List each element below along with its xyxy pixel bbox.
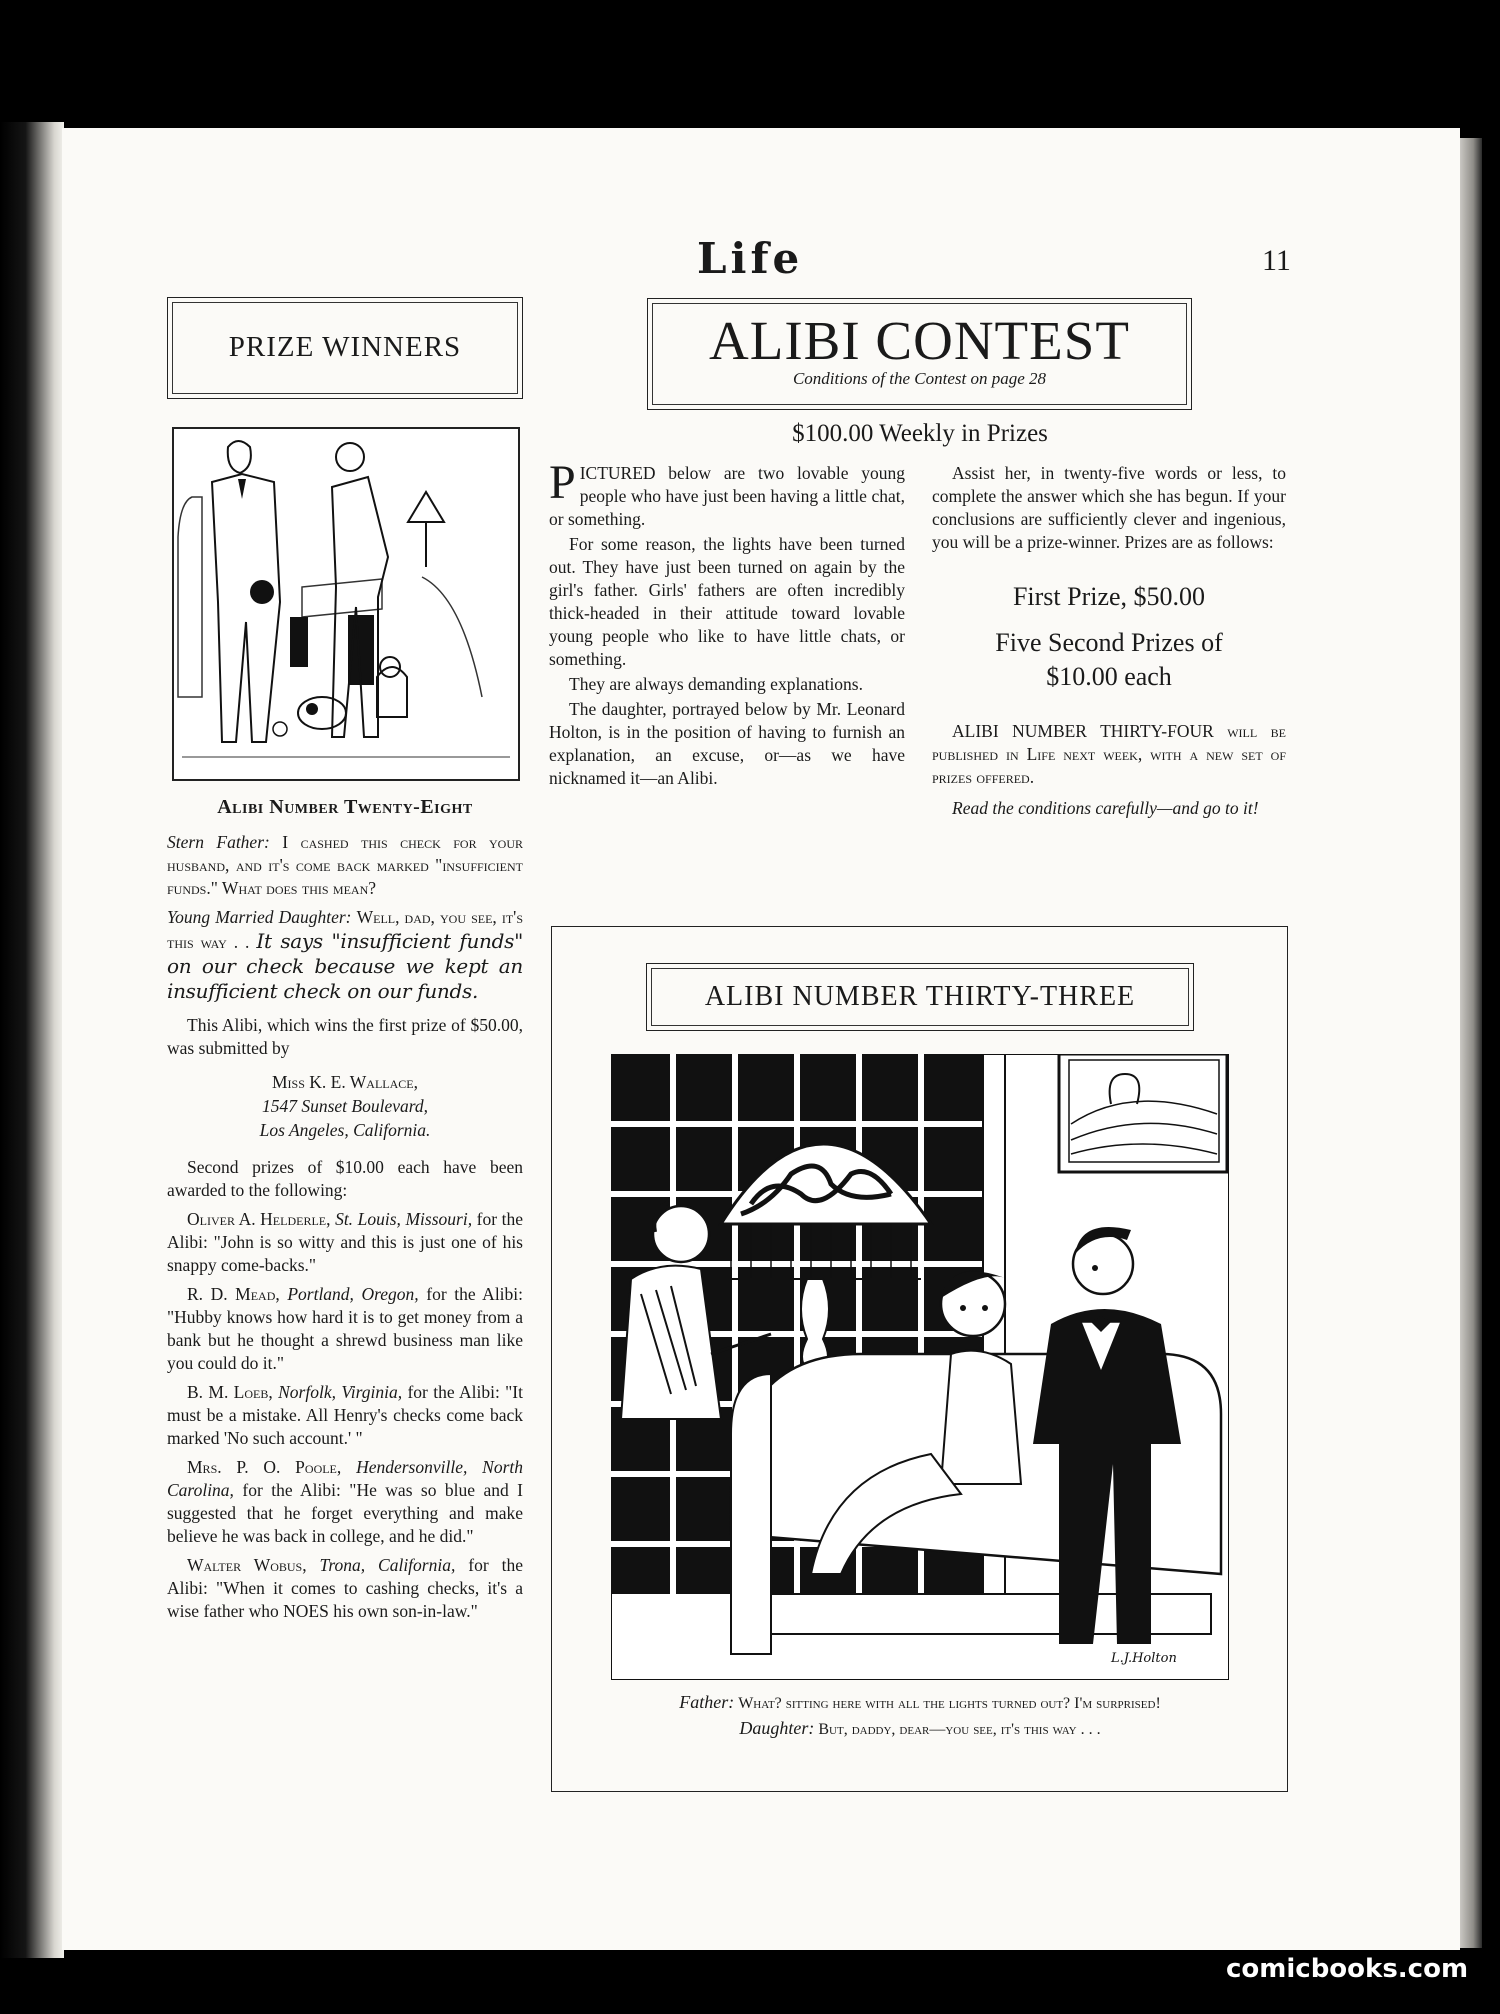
- page-edge: [1460, 138, 1482, 1948]
- page-number: 11: [1262, 244, 1291, 277]
- alibi-28-cartoon: [172, 427, 520, 781]
- second-prize-entry: [167, 1554, 523, 1623]
- daughter-line: [167, 906, 523, 1004]
- assist-paragraph: Assist her, in twenty-five words or less, to complete the answer which she has begun. If your conclusions are sufficiently clever and ingenious, you will be a prize-winner. Prizes are as follows:: [932, 463, 1286, 552]
- alibi-33-heading-box: [646, 963, 1194, 1031]
- entrant-name: Mrs. P. O. Poole,: [187, 1457, 342, 1477]
- alibi-contest-heading-box: [647, 298, 1192, 410]
- second-prizes-line-2: $10.00 each: [1046, 662, 1172, 691]
- daughter-handwritten-answer: It says "insufficient funds" on our check because we kept an insufficient check on our funds.: [167, 929, 523, 1003]
- contest-intro-column: [549, 456, 905, 792]
- alibi-contest-title: ALIBI CONTEST: [709, 310, 1130, 371]
- second-prize-entry: [167, 1283, 523, 1375]
- winner-name: Miss K. E. Wallace,: [271, 1072, 418, 1092]
- entrant-place: Portland, Oregon,: [287, 1284, 419, 1304]
- artist-signature: L.J.Holton: [1111, 1651, 1177, 1666]
- book-binding: [0, 122, 64, 1958]
- stern-father-text: I cashed this check for your husband, and it's come back marked "insufficient funds." What does this mean?: [167, 832, 524, 898]
- daughter-label: Young Married Daughter:: [167, 907, 352, 927]
- read-conditions-line: Read the conditions carefully—and go to it!: [952, 798, 1259, 818]
- prize-winners-column: [167, 796, 523, 1625]
- prize-winners-heading-box: [167, 297, 523, 399]
- stern-father-line: [167, 831, 523, 900]
- intro-paragraph: [549, 456, 905, 531]
- alibi-33-cartoon: [611, 1054, 1229, 1680]
- entrant-alibi: for the Alibi: "When it comes to cashing checks, it's a wise father who NOES his own son-in-law.": [167, 1555, 524, 1621]
- first-prize-heading: First Prize, $50.00: [1012, 582, 1206, 611]
- alibi-28-title: Alibi Number Twenty-Eight: [217, 796, 473, 818]
- daughter-text: Well, dad, you see, it's this way . .: [167, 907, 524, 952]
- second-prize-entry: [167, 1208, 523, 1277]
- father-caption: [590, 1690, 1250, 1716]
- masthead-title: Life: [697, 234, 804, 283]
- entrant-alibi: for the Alibi: "It must be a mistake. All Henry's checks come back marked 'No such account.' ": [167, 1382, 523, 1448]
- prize-winners-heading: PRIZE WINNERS: [228, 331, 462, 363]
- entrant-alibi: for the Alibi: "He was so blue and I suggested that he forget everything and make believe he was back in college, and he did.": [167, 1480, 523, 1546]
- entrant-alibi: for the Alibi: "John is so witty and this is just one of his snappy come-backs.": [167, 1209, 524, 1275]
- entrant-name: Walter Wobus,: [187, 1555, 307, 1575]
- second-prizes-heading: [932, 626, 1286, 694]
- alibi-contest-subtitle: Conditions of the Contest on page 28: [792, 369, 1047, 388]
- stern-father-label: Stern Father:: [167, 832, 270, 852]
- entrant-place: Norfolk, Virginia,: [278, 1382, 403, 1402]
- next-week-paragraph: ALIBI NUMBER THIRTY-FOUR will be published in Life next week, with a new set of prizes offered.: [932, 721, 1286, 787]
- drop-cap: P: [549, 456, 576, 509]
- explanations-paragraph: They are always demanding explanations.: [569, 674, 863, 694]
- winner-address: [167, 1070, 523, 1142]
- winner-street: 1547 Sunset Boulevard,: [261, 1096, 429, 1116]
- alibi-33-caption: [590, 1690, 1250, 1742]
- entrant-name: R. D. Mead,: [187, 1284, 280, 1304]
- entrant-place: Hendersonville, North Carolina,: [167, 1457, 524, 1500]
- second-prize-entry: [167, 1381, 523, 1450]
- intro-paragraph-text: ICTURED below are two lovable young people who have just been having a little chat, or something.: [549, 463, 905, 529]
- alibi-33-heading: ALIBI NUMBER THIRTY-THREE: [704, 981, 1136, 1012]
- winner-city: Los Angeles, California.: [259, 1120, 431, 1140]
- second-prizes-intro: Second prizes of $10.00 each have been awarded to the following:: [167, 1157, 523, 1200]
- entrant-place: St. Louis, Missouri,: [335, 1209, 473, 1229]
- entrant-name: B. M. Loeb,: [187, 1382, 273, 1402]
- lights-paragraph: For some reason, the lights have been turned out. They have just been turned on again by the girl's father. Girls' fathers are often incredibly thick-headed in their attitude toward lovable young people who like to have little chats, or something.: [549, 534, 905, 669]
- daughter-caption: [590, 1716, 1250, 1742]
- second-prize-entry: [167, 1456, 523, 1548]
- first-prize-note: This Alibi, which wins the first prize of $50.00, was submitted by: [167, 1015, 523, 1058]
- entrant-name: Oliver A. Helderle,: [187, 1209, 331, 1229]
- entrant-place: Trona, California,: [319, 1555, 456, 1575]
- daughter-caption-label: Daughter:: [739, 1718, 815, 1738]
- contest-rules-column: [932, 462, 1286, 822]
- daughter-paragraph: The daughter, portrayed below by Mr. Leonard Holton, is in the position of having to furnish an explanation, an excuse, or—as we have nicknamed it—an Alibi.: [549, 699, 905, 788]
- daughter-caption-text: But, daddy, dear—you see, it's this way . . .: [818, 1721, 1101, 1738]
- second-prizes-line-1: Five Second Prizes of: [995, 628, 1223, 657]
- weekly-prizes-heading: $100.00 Weekly in Prizes: [792, 420, 1048, 447]
- father-text: What? sitting here with all the lights turned out? I'm surprised!: [738, 1695, 1161, 1712]
- father-label: Father:: [679, 1692, 735, 1712]
- site-watermark: comicbooks.com: [1226, 1954, 1469, 1984]
- entrant-alibi: for the Alibi: "Hubby knows how hard it is to get money from a bank but he thought a shrewd business man like you could do it.": [167, 1284, 524, 1373]
